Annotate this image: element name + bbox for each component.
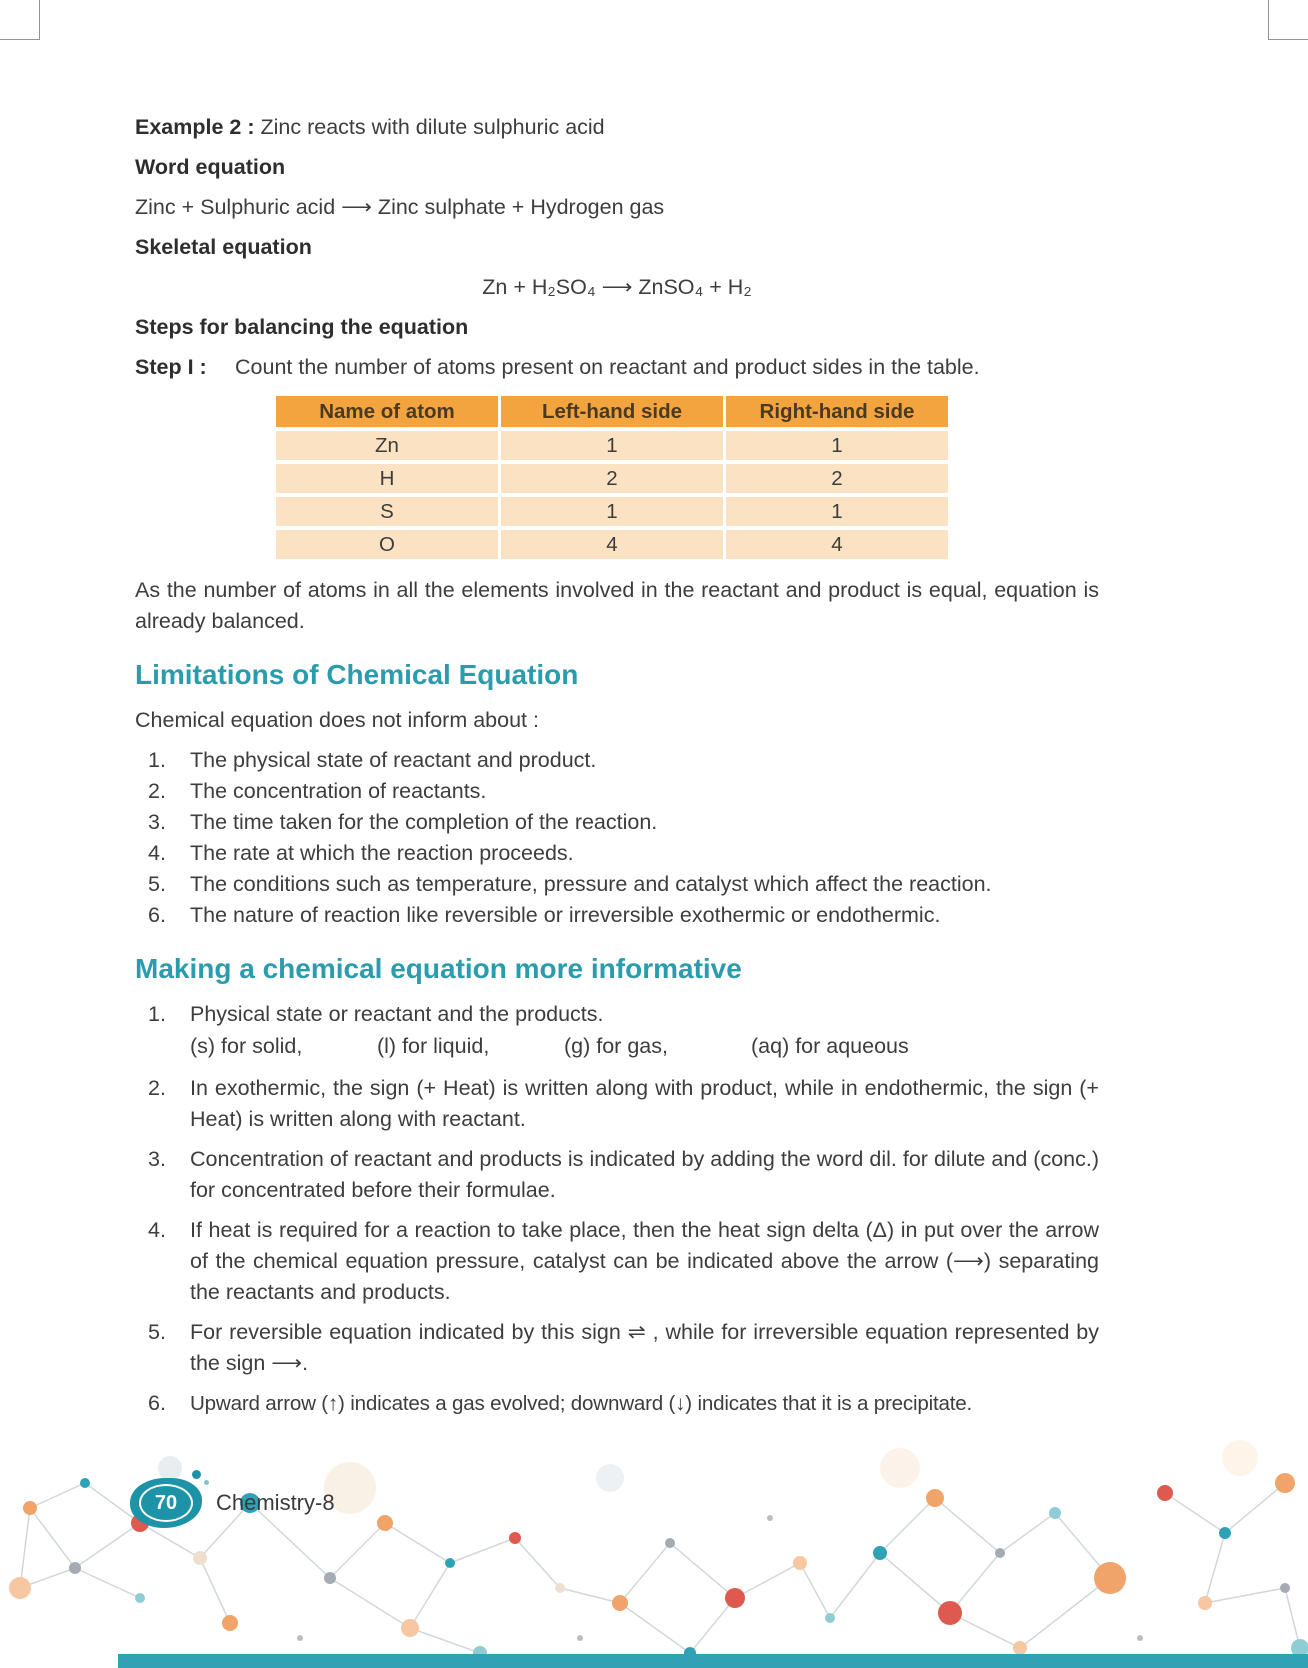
step1-text: Count the number of atoms present on reactant and product sides in the table. (235, 355, 980, 379)
limitations-list (135, 745, 1099, 931)
item-text: The nature of reaction like reversible or irreversible exothermic or endothermic. (190, 903, 941, 927)
item-number: 3. (148, 810, 166, 834)
cell-left: 1 (501, 497, 723, 526)
trim-mark-top-left (39, 0, 40, 40)
trim-mark-top-right (1268, 0, 1269, 40)
item-number: 6. (148, 1391, 166, 1415)
col-header-right: Right-hand side (726, 396, 948, 427)
cell-left: 4 (501, 530, 723, 559)
trim-mark-top-left (0, 39, 40, 40)
decorative-dot (192, 1470, 201, 1479)
informative-list (135, 999, 1099, 1419)
decorative-dot (204, 1480, 209, 1485)
col-header-left: Left-hand side (501, 396, 723, 427)
item-number: 6. (148, 903, 166, 927)
state-liquid: (l) for liquid, (377, 1034, 490, 1058)
cell-right: 1 (726, 431, 948, 460)
page-footer (130, 1478, 335, 1528)
cell-atom: S (276, 497, 498, 526)
cell-right: 4 (726, 530, 948, 559)
page-number: 70 (139, 1484, 193, 1522)
example-heading (135, 112, 1099, 142)
skeletal-equation-heading: Skeletal equation (135, 235, 312, 259)
step1-line (135, 352, 1099, 382)
state-solid: (s) for solid, (190, 1034, 303, 1058)
steps-heading: Steps for balancing the equation (135, 315, 469, 339)
item-number: 3. (148, 1147, 166, 1171)
item-text: Concentration of reactant and products is indicated by adding the word dil. for dilute and (conc.) for concentrated before their formulae. (190, 1147, 1099, 1202)
cell-atom: O (276, 530, 498, 559)
page-number-badge (130, 1478, 202, 1528)
list-item (135, 1317, 1099, 1379)
list-item (135, 900, 1099, 931)
item-number: 5. (148, 1320, 166, 1344)
page-content (135, 112, 1099, 1423)
word-equation: Zinc + Sulphuric acid ⟶ Zinc sulphate + Hydrogen gas (135, 195, 665, 219)
item-text: Upward arrow (↑) indicates a gas evolved; downward (↓) indicates that it is a precipitate. (190, 1392, 973, 1415)
cell-atom: Zn (276, 431, 498, 460)
list-item (135, 745, 1099, 776)
table-row (276, 530, 948, 559)
example-label: Example 2 : (135, 115, 255, 139)
balanced-note: As the number of atoms in all the elements involved in the reactant and product is equal, equation is already balanced. (135, 578, 1099, 633)
item-number: 2. (148, 779, 166, 803)
item-number: 5. (148, 872, 166, 896)
item-number: 1. (148, 748, 166, 772)
list-item (135, 1144, 1099, 1206)
example-text: Zinc reacts with dilute sulphuric acid (260, 115, 605, 139)
list-item (135, 1073, 1099, 1135)
item-text: If heat is required for a reaction to take place, then the heat sign delta (Δ) in put over the arrow of the chemical equation pressure, catalyst can be indicated above the arrow (⟶) separating the reactants and products. (190, 1218, 1099, 1304)
cell-atom: H (276, 464, 498, 493)
cell-right: 1 (726, 497, 948, 526)
list-item (135, 807, 1099, 838)
item-number: 4. (148, 841, 166, 865)
cell-right: 2 (726, 464, 948, 493)
item-number: 4. (148, 1218, 166, 1242)
table-row (276, 464, 948, 493)
list-item (135, 999, 1099, 1064)
item-text: The physical state of reactant and product. (190, 748, 597, 772)
list-item (135, 776, 1099, 807)
item-text: The rate at which the reaction proceeds. (190, 841, 574, 865)
cell-left: 1 (501, 431, 723, 460)
item-number: 2. (148, 1076, 166, 1100)
molecule-decoration (0, 1428, 1308, 1668)
table-header-row (276, 396, 948, 427)
item-text: For reversible equation indicated by this sign ⇌ , while for irreversible equation represented by the sign ⟶. (190, 1320, 1099, 1375)
state-notations (190, 1031, 1099, 1062)
limitations-intro: Chemical equation does not inform about : (135, 708, 539, 732)
cell-left: 2 (501, 464, 723, 493)
informative-heading: Making a chemical equation more informative (135, 953, 742, 984)
item-number: 1. (148, 1002, 166, 1026)
item-text: The time taken for the completion of the reaction. (190, 810, 658, 834)
table-row (276, 431, 948, 460)
item-body (190, 999, 1099, 1064)
col-header-atom: Name of atom (276, 396, 498, 427)
item-text: In exothermic, the sign (+ Heat) is written along with product, while in endothermic, the sign (+ Heat) is written along with reactant. (190, 1076, 1099, 1131)
atom-count-table (273, 392, 951, 563)
state-aqueous: (aq) for aqueous (751, 1034, 909, 1058)
step1-label: Step I : (135, 355, 207, 379)
list-item (135, 1215, 1099, 1308)
item-text: The concentration of reactants. (190, 779, 487, 803)
list-item (135, 838, 1099, 869)
item-text: The conditions such as temperature, pressure and catalyst which affect the reaction. (190, 872, 992, 896)
skeletal-equation: Zn + H₂SO₄ ⟶ ZnSO₄ + H₂ (482, 275, 752, 299)
state-gas: (g) for gas, (564, 1034, 668, 1058)
table-row (276, 497, 948, 526)
item-text: Physical state or reactant and the products. (190, 1002, 604, 1026)
word-equation-heading: Word equation (135, 155, 286, 179)
trim-mark-top-right (1268, 39, 1308, 40)
list-item (135, 869, 1099, 900)
list-item (135, 1388, 1099, 1419)
book-title: Chemistry-8 (216, 1490, 335, 1515)
limitations-heading: Limitations of Chemical Equation (135, 659, 579, 690)
